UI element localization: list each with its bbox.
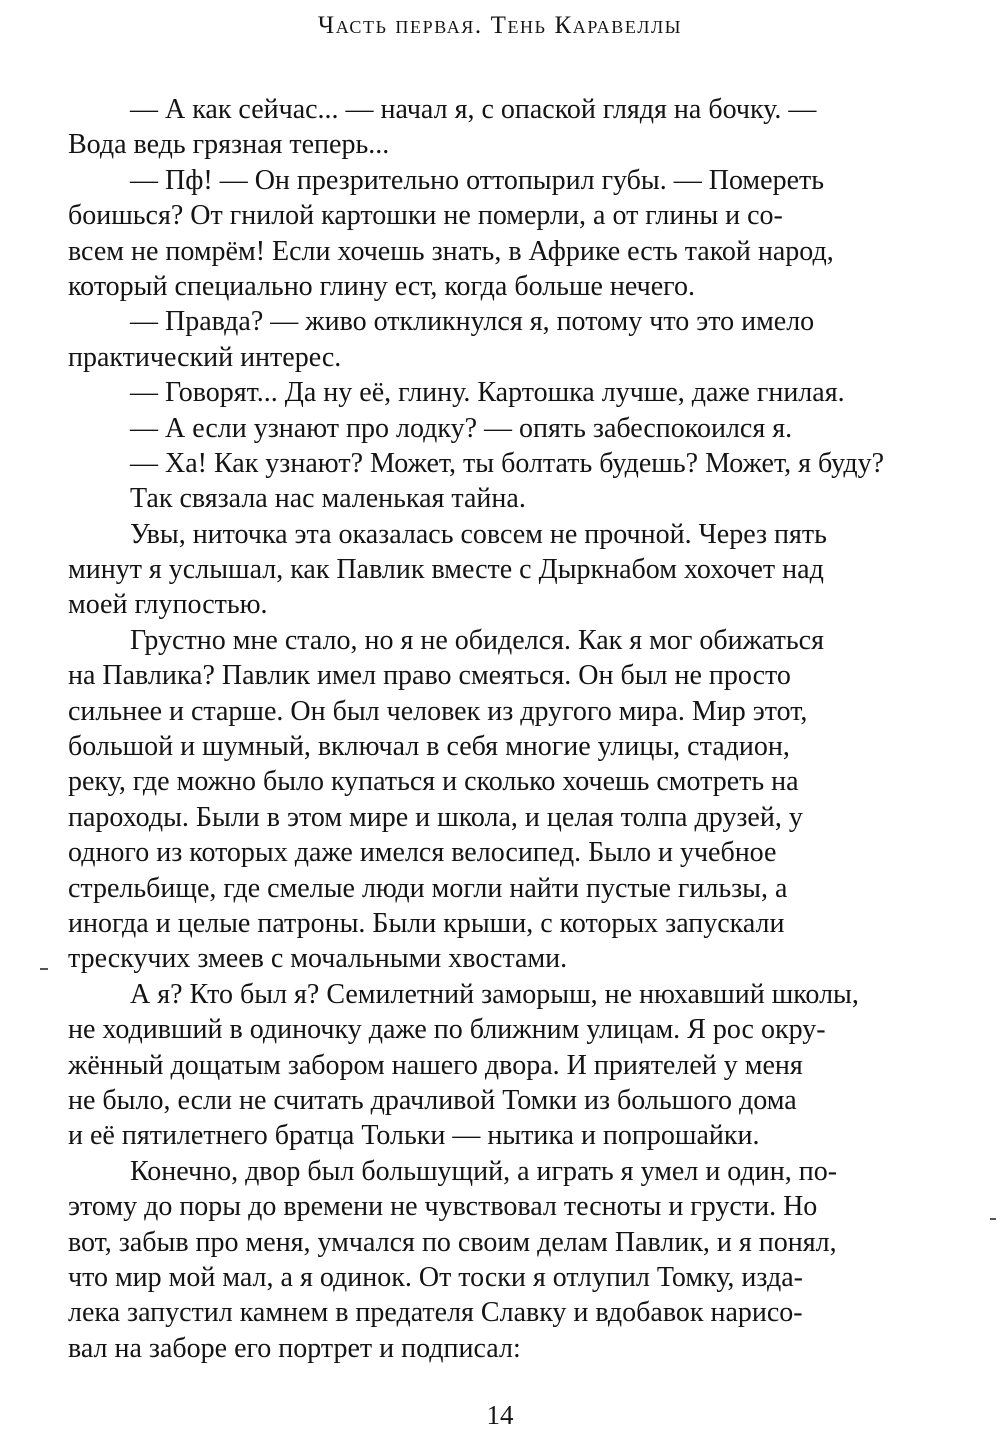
text-line: трескучих змеев с мочальными хвостами. [68, 943, 568, 975]
text-line: моей глупостью. [68, 589, 268, 621]
text-line: одного из которых даже имелся велосипед. Было и учебное [68, 837, 777, 869]
text-line: иногда и целые патроны. Были крыши, с которых запускали [68, 907, 785, 939]
text-line: не было, если не считать драчливой Томки из большого дома [68, 1084, 797, 1116]
text-line: жённый дощатым забором нашего двора. И приятелей у меня [68, 1049, 803, 1081]
scan-speck [40, 968, 48, 970]
text-line: на Павлика? Павлик имел право смеяться. Он был не просто [68, 660, 791, 692]
text-line: стрельбище, где смелые люди могли найти пустые гильзы, а [68, 872, 788, 904]
text-line: — Пф! — Он презрительно оттопырил губы. — Помереть [130, 164, 825, 196]
text-line: минут я услышал, как Павлик вместе с Дыркнабом хохочет над [68, 554, 824, 586]
running-title: Часть первая. Тень Каравеллы [317, 12, 683, 39]
text-line: большой и шумный, включал в себя многие улицы, стадион, [68, 731, 790, 763]
text-line: Увы, ниточка эта оказалась совсем не прочной. Через пять [130, 518, 827, 550]
text-line: Вода ведь грязная теперь... [68, 129, 390, 161]
text-line: не ходивший в одиночку даже по ближним улицам. Я рос окру- [68, 1014, 826, 1046]
text-line: — Ха! Как узнают? Может, ты болтать будешь? Может, я буду? [130, 447, 885, 479]
body-text [68, 92, 958, 1366]
text-line: — Говорят... Да ну её, глину. Картошка лучше, даже гнилая. [130, 377, 845, 409]
text-line: что мир мой мал, а я одинок. От тоски я отлупил Томку, изда- [68, 1261, 803, 1293]
text-line: Грустно мне стало, но я не обиделся. Как я мог обижаться [130, 624, 824, 656]
scan-speck [990, 1218, 996, 1220]
text-line: который специально глину ест, когда больше нечего. [68, 270, 695, 302]
text-line: всем не помрём! Если хочешь знать, в Африке есть такой народ, [68, 235, 834, 267]
text-line: этому до поры до времени не чувствовал тесноты и грусти. Но [68, 1191, 818, 1223]
text-line: боишься? От гнилой картошки не померли, а от глины и со- [68, 200, 783, 232]
text-line: — Правда? — живо откликнулся я, потому что это имело [130, 306, 815, 338]
text-line: А я? Кто был я? Семилетний заморыш, не нюхавший школы, [130, 978, 859, 1010]
text-line: сильнее и старше. Он был человек из другого мира. Мир этот, [68, 695, 808, 727]
text-line: вал на заборе его портрет и подписал: [68, 1332, 521, 1364]
text-line: Конечно, двор был большущий, а играть я умел и один, по- [130, 1155, 838, 1187]
text-line: практический интерес. [68, 341, 342, 373]
text-line: лека запустил камнем в предателя Славку и вдобавок нарисо- [68, 1297, 803, 1329]
text-line: — А как сейчас... — начал я, с опаской глядя на бочку. — [130, 94, 817, 125]
text-line: и её пятилетнего братца Тольки — нытика и попрошайки. [68, 1120, 760, 1152]
text-line: пароходы. Были в этом мире и школа, и целая толпа друзей, у [68, 801, 803, 833]
page-number: 14 [486, 1400, 514, 1430]
text-line: реку, где можно было купаться и сколько хочешь смотреть на [68, 766, 799, 798]
text-line: — А если узнают про лодку? — опять забеспокоился я. [130, 412, 793, 444]
text-line: Так связала нас маленькая тайна. [130, 483, 526, 515]
text-line: вот, забыв про меня, умчался по своим делам Павлик, и я понял, [68, 1226, 837, 1258]
